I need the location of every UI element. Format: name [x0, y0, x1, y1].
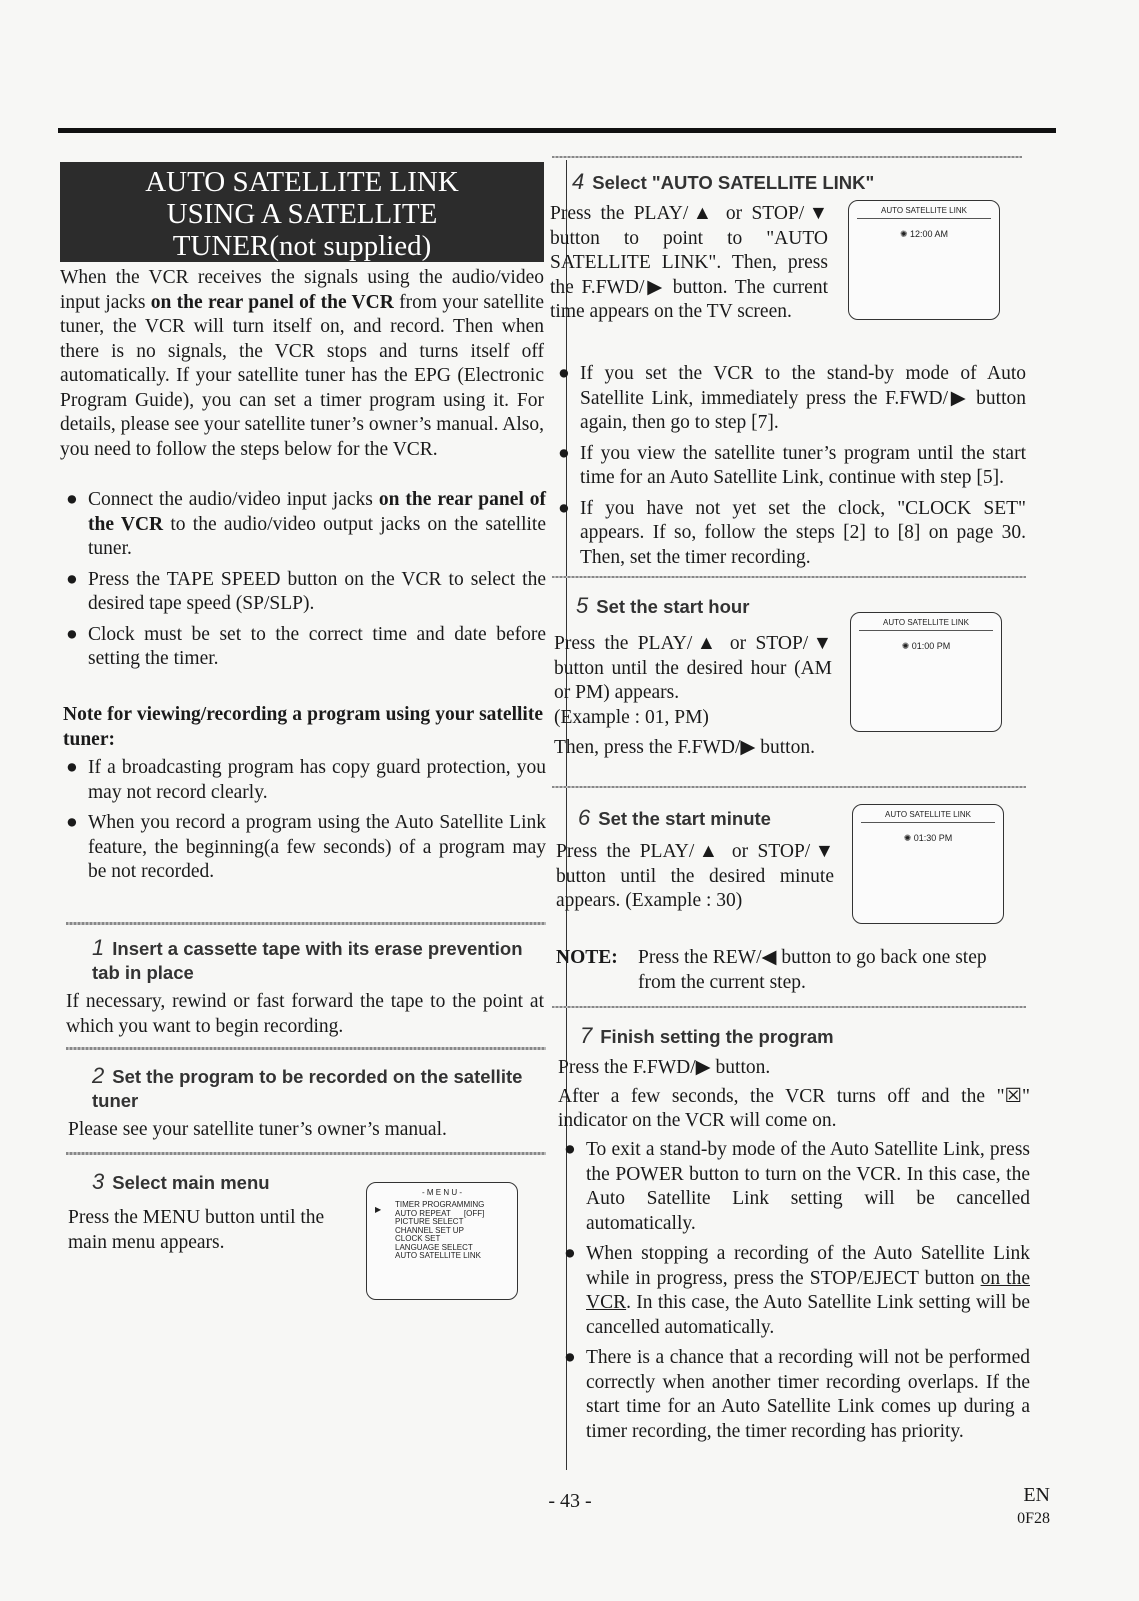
document-code: 0F28 [1017, 1510, 1050, 1527]
start-minute-screen [852, 804, 1004, 924]
divider [552, 786, 1026, 788]
step-5-heading: 5 Set the start hour [576, 593, 750, 618]
menu-item: TIMER PROGRAMMING [395, 1200, 485, 1209]
list-item: ● There is a chance that a recording will not be performed correctly when another timer recording overlaps. If the start time for an Auto Satellite Link comes up during a timer recording, the timer recording has priority. [564, 1347, 1030, 1442]
cursor-icon: ▶ [375, 1205, 382, 1214]
intro-paragraph: When the VCR receives the signals using the audio/video input jacks on the rear panel of the VCR from your satellite tuner, the VCR will turn itself on, and record. Then when there is no signals, the VCR stops and turns itself off automatically. If your satellite tuner has the EPG (Electronic Program Guide), you can set a timer program using it. For details, please see your satellite tuner’s owner’s manual. Also, you need to follow the steps below for the VCR. [60, 267, 545, 460]
menu-screen [366, 1182, 518, 1300]
flashing-indicator-icon: ✺ [903, 833, 912, 843]
divider [552, 156, 1022, 158]
menu-item: CLOCK SET [395, 1234, 441, 1243]
step-2-heading: 2 Set the program to be recorded on the satellite tuner [92, 1063, 523, 1111]
step-6-body: Press the PLAY/▲ or STOP/▼ button until the desired minute appears. (Example : 30) [556, 841, 834, 911]
step-4-heading: 4 Select "AUTO SATELLITE LINK" [572, 169, 875, 194]
list-item: ● To exit a stand-by mode of the Auto Satellite Link, press the POWER button to turn on the VCR. In this case, the Auto Satellite Link setting will be cancelled automatically. [564, 1139, 1030, 1234]
start-hour-screen [850, 612, 1002, 732]
step-3-body: Press the MENU button until the main menu appears. [68, 1207, 325, 1253]
note-viewing-bullets [60, 756, 546, 891]
step-5-body: Press the PLAY/▲ or STOP/▼ button until the desired hour (AM or PM) appears. (Example : 01, PM) Then, press the F.FWD/▶ button. [554, 633, 832, 758]
time-value: 01:00 [911, 641, 935, 651]
ampm-value: PM [938, 833, 953, 843]
menu-item: PICTURE SELECT [395, 1217, 464, 1226]
divider [66, 1047, 546, 1050]
title-line-1: AUTO SATELLITE LINK [145, 166, 459, 198]
list-item: ● Clock must be set to the correct time and date before setting the timer. [66, 623, 546, 669]
step-7-bullets [558, 1138, 1030, 1450]
list-item: ● If a broadcasting program has copy guard protection, you may not record clearly. [66, 757, 546, 803]
screen-title: AUTO SATELLITE LINK [861, 805, 995, 823]
top-rule [58, 128, 1056, 133]
step-3-heading: 3 Select main menu [92, 1169, 270, 1194]
title-line-2: USING A SATELLITE [166, 198, 438, 230]
list-item: ● If you set the VCR to the stand-by mode of Auto Satellite Link, immediately press the F.FWD/▶ button again, then go to step [7]. [558, 363, 1026, 433]
clock-display [849, 229, 999, 240]
flashing-indicator-icon: ✺ [901, 641, 910, 651]
note-text: Press the REW/◀ button to go back one step from the current step. [638, 947, 987, 993]
menu-item: LANGUAGE SELECT [395, 1242, 473, 1252]
list-item: ● Press the TAPE SPEED button on the VCR to select the desired tape speed (SP/SLP). [66, 568, 546, 614]
intro-bullets [60, 488, 546, 678]
divider [552, 576, 1026, 578]
menu-item: CHANNEL SET UP [395, 1225, 464, 1235]
screen-title: AUTO SATELLITE LINK [857, 201, 991, 219]
list-item: ● If you have not yet set the clock, "CLOCK SET" appears. If so, follow the steps [2] to [8] on page 30. Then, set the timer recording. [558, 497, 1026, 568]
ampm-value: PM [936, 641, 951, 651]
menu-list [395, 1201, 517, 1261]
step-1-body: If necessary, rewind or fast forward the tape to the point at which you want to begin recording. [66, 991, 544, 1037]
step-4-body: Press the PLAY/▲ or STOP/▼ button to point to "AUTO SATELLITE LINK". Then, press the F.FWD/▶ button. The current time appears on the TV screen. [550, 203, 828, 322]
menu-title: - M E N U - [422, 1188, 462, 1197]
menu-item: AUTO REPEAT [OFF] [395, 1208, 485, 1218]
list-item: ● If you view the satellite tuner’s program until the start time for an Auto Satellite Link, continue with step [5]. [558, 442, 1026, 488]
title-line-3: TUNER(not supplied) [172, 230, 432, 262]
divider [66, 922, 546, 925]
divider [552, 1006, 1026, 1008]
note-viewing-heading: Note for viewing/recording a program using your satellite tuner: [63, 704, 543, 750]
step-6-heading: 6 Set the start minute [578, 805, 771, 830]
step-1-heading: 1 Insert a cassette tape with its erase prevention tab in place [92, 935, 523, 983]
list-item: ● When you record a program using the Auto Satellite Link feature, the beginning(a few seconds) of a program may be not recorded. [66, 812, 546, 882]
language-code: EN [1023, 1484, 1050, 1506]
flashing-indicator-icon: ✺ [899, 229, 908, 239]
step-7-heading: 7 Finish setting the program [580, 1023, 834, 1048]
clock-display [851, 641, 1001, 652]
time-value: 12:00 [910, 229, 933, 239]
step-7-body: Press the F.FWD/▶ button. After a few seconds, the VCR turns off and the "☒" indicator on the VCR will come on. [558, 1057, 1030, 1131]
step-4-bullets [552, 362, 1026, 576]
step-2-body: Please see your satellite tuner’s owner’s manual. [68, 1119, 447, 1140]
time-value: 01:30 [913, 833, 937, 843]
clock-display [853, 833, 1003, 844]
list-item: ● Connect the audio/video input jacks on the rear panel of the VCR to the audio/video output jacks on the satellite tuner. [66, 489, 547, 559]
note-label: NOTE: [556, 947, 618, 968]
section-title [60, 162, 544, 262]
screen-title: AUTO SATELLITE LINK [859, 613, 993, 631]
divider [66, 1152, 546, 1155]
auto-satellite-link-screen [848, 200, 1000, 320]
page-number: - 43 - [548, 1490, 592, 1512]
menu-item: AUTO SATELLITE LINK [395, 1251, 481, 1260]
ampm-value: AM [934, 229, 949, 239]
list-item: ● When stopping a recording of the Auto Satellite Link while in progress, press the STOP/EJECT button on the VCR. In this case, the Auto Satellite Link setting will be cancelled automatically. [564, 1243, 1030, 1338]
